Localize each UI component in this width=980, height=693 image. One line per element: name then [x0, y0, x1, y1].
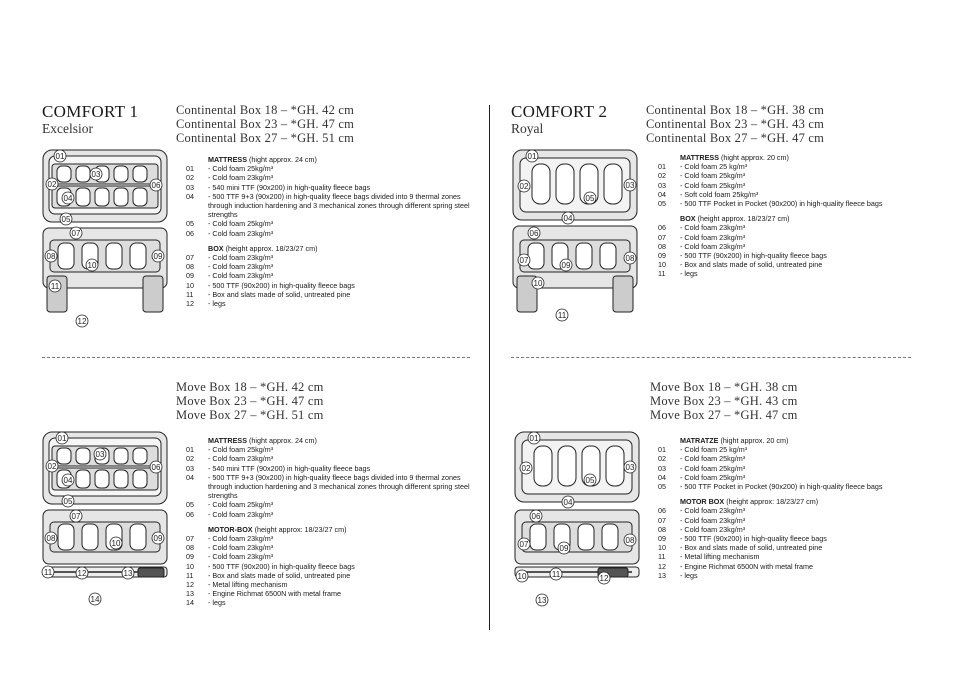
- drawing-label: 02: [521, 464, 531, 473]
- drawing-label: 12: [77, 569, 87, 578]
- drawing-label: 09: [559, 544, 569, 553]
- drawing-label: 05: [61, 215, 71, 224]
- drawing-label: 12: [77, 317, 87, 326]
- drawing-label: 04: [563, 498, 573, 507]
- spec-item: 08 - Cold foam 23kg/m³: [186, 262, 274, 272]
- comfort1-title: COMFORT 1: [42, 102, 139, 121]
- spec-item: 01 - Cold foam 25kg/m³: [186, 445, 274, 455]
- spec-item: 03 - Cold foam 25kg/m³: [658, 463, 746, 473]
- spec-item: 08 - Cold foam 23kg/m³: [186, 543, 274, 553]
- spec-item: 04 - Cold foam 25kg/m³: [658, 472, 746, 482]
- vertical-divider: [489, 105, 490, 630]
- spec-item: 13 - legs: [658, 570, 698, 580]
- comfort2-spec-list: [658, 153, 958, 279]
- comfort1-cross-section-drawing: [40, 148, 175, 333]
- comfort2-subtitle: Royal: [511, 121, 544, 136]
- drawing-label: 10: [111, 539, 121, 548]
- drawing-label: 10: [533, 279, 543, 288]
- spec-item: 07 - Cold foam 23kg/m³: [186, 534, 274, 544]
- height-line: Continental Box 27 – *GH. 51 cm: [176, 131, 355, 145]
- drawing-label: 05: [585, 476, 595, 485]
- spec-item: 12 - Engine Richmat 6500N with metal frame: [658, 561, 814, 571]
- drawing-label: 13: [123, 569, 133, 578]
- spec-item: 08 - Cold foam 23kg/m³: [658, 241, 746, 251]
- spec-item: 09 - Cold foam 23kg/m³: [186, 552, 274, 562]
- drawing-label: 11: [43, 568, 53, 577]
- mattress-header: MATTRESS (hight approx. 24 cm): [208, 436, 317, 445]
- mattress-header: MATTRESS (hight approx. 20 cm): [680, 153, 789, 162]
- drawing-label: 04: [63, 194, 73, 203]
- drawing-label: 03: [91, 170, 101, 179]
- spec-item: 03 - Cold foam 25kg/m³: [658, 180, 746, 190]
- drawing-label: 11: [50, 282, 60, 291]
- drawing-label: 09: [153, 534, 163, 543]
- drawing-label: 08: [625, 254, 635, 263]
- drawing-label: 07: [71, 229, 81, 238]
- spec-item: 11 - Metal lifting mechanism: [658, 552, 760, 562]
- drawing-label: 05: [585, 194, 595, 203]
- spec-item: 05 - Cold foam 25kg/m³: [186, 219, 274, 229]
- height-line: Move Box 23 – *GH. 47 cm: [176, 394, 324, 408]
- spec-item: 06 - Cold foam 23kg/m³: [658, 223, 746, 233]
- spec-item: 10 - 500 TTF (90x200) in high-quality fleece bags: [186, 561, 355, 571]
- spec-item: 08 - Cold foam 23kg/m³: [658, 524, 746, 534]
- spec-item: 07 - Cold foam 23kg/m³: [658, 515, 746, 525]
- drawing-label: 01: [527, 152, 537, 161]
- spec-item: 06 - Cold foam 23kg/m³: [186, 228, 274, 238]
- drawing-label: 03: [625, 181, 635, 190]
- drawing-label: 10: [517, 572, 527, 581]
- spec-item: 11 - Box and slats made of solid, untreated pine: [186, 289, 351, 299]
- box-header: BOX (height approx. 18/23/27 cm): [680, 214, 790, 224]
- height-line: Move Box 23 – *GH. 43 cm: [650, 394, 798, 408]
- spec-item: 07 - Cold foam 23kg/m³: [186, 253, 274, 263]
- spec-item: 02 - Cold foam 25kg/m³: [658, 171, 746, 181]
- drawing-label: 06: [529, 229, 539, 238]
- spec-item: 12 - legs: [186, 299, 226, 309]
- move2-spec-list: [658, 436, 958, 580]
- drawing-label: 11: [557, 311, 567, 320]
- spec-item: 02 - Cold foam 23kg/m³: [186, 173, 274, 183]
- drawing-label: 02: [47, 180, 57, 189]
- spec-item: 13 - Engine Richmat 6500N with metal frame: [186, 589, 342, 599]
- spec-item: 10 - Box and slats made of solid, untreated pine: [658, 260, 823, 270]
- spec-item: 02 - Cold foam 23kg/m³: [186, 454, 274, 464]
- comfort1-spec-list: [186, 155, 486, 308]
- spec-item: 02 - Cold foam 25kg/m³: [658, 454, 746, 464]
- spec-item: 04 - 500 TTF 9+3 (90x200) in high-quality fleece bags divided into 9 thermal zones through induction hardening and 3 mechanical zones through different spring steel strengths: [186, 472, 470, 501]
- drawing-label: 07: [519, 256, 529, 265]
- drawing-label: 08: [46, 534, 56, 543]
- spec-item: 07 - Cold foam 23kg/m³: [658, 232, 746, 242]
- spec-item: 05 - 500 TTF Pocket in Pocket (90x200) in high-quality fleece bags: [658, 199, 883, 209]
- mattress-header: MATRATZE (hight approx. 20 cm): [680, 436, 789, 445]
- drawing-label: 03: [625, 463, 635, 472]
- mattress-header: MATTRESS (hight approx. 24 cm): [208, 155, 317, 164]
- drawing-label: 06: [531, 512, 541, 521]
- spec-item: 11 - Box and slats made of solid, untreated pine: [186, 570, 351, 580]
- drawing-label: 12: [599, 574, 609, 583]
- spec-item: 04 - Soft cold foam 25kg/m³: [658, 189, 759, 199]
- move1-heights: [176, 380, 324, 422]
- spec-item: 01 - Cold foam 25 kg/m³: [658, 162, 748, 172]
- drawing-label: 14: [90, 595, 100, 604]
- spec-item: 05 - 500 TTF Pocket in Pocket (90x200) in high-quality fleece bags: [658, 482, 883, 492]
- height-line: Continental Box 23 – *GH. 43 cm: [646, 117, 825, 131]
- spec-item: 14 - legs: [186, 598, 226, 608]
- dashed-divider-left: [42, 357, 470, 358]
- move2-cross-section-drawing: [512, 430, 652, 608]
- height-line: Move Box 27 – *GH. 51 cm: [176, 408, 324, 422]
- height-line: Move Box 27 – *GH. 47 cm: [650, 408, 798, 422]
- comfort2-cross-section-drawing: [510, 148, 645, 323]
- spec-item: 05 - Cold foam 25kg/m³: [186, 500, 274, 510]
- drawing-label: 07: [71, 512, 81, 521]
- height-line: Continental Box 27 – *GH. 47 cm: [646, 131, 825, 145]
- drawing-label: 09: [153, 252, 163, 261]
- drawing-label: 07: [519, 540, 529, 549]
- height-line: Move Box 18 – *GH. 42 cm: [176, 380, 324, 394]
- drawing-label: 11: [551, 570, 561, 579]
- spec-item: 09 - 500 TTF (90x200) in high-quality fleece bags: [658, 251, 827, 261]
- dashed-divider-right: [511, 357, 911, 358]
- drawing-label: 04: [63, 476, 73, 485]
- spec-item: 03 - 540 mini TTF (90x200) in high-quality fleece bags: [186, 463, 371, 473]
- drawing-label: 06: [151, 181, 161, 190]
- spec-item: 06 - Cold foam 23kg/m³: [186, 509, 274, 519]
- drawing-label: 01: [55, 152, 65, 161]
- drawing-label: 10: [87, 261, 97, 270]
- drawing-label: 03: [95, 450, 105, 459]
- drawing-label: 04: [563, 214, 573, 223]
- comfort2-heights: [646, 103, 824, 145]
- box-header: BOX (height approx. 18/23/27 cm): [208, 243, 318, 253]
- drawing-label: 08: [625, 536, 635, 545]
- comfort1-subtitle: Excelsior: [42, 121, 93, 136]
- spec-item: 01 - Cold foam 25 kg/m³: [658, 445, 748, 455]
- height-line: Continental Box 18 – *GH. 42 cm: [176, 103, 355, 117]
- drawing-label: 02: [47, 462, 57, 471]
- drawing-label: 06: [151, 463, 161, 472]
- box-header: MOTOR-BOX (height approx: 18/23/27 cm): [208, 524, 347, 534]
- height-line: Move Box 18 – *GH. 38 cm: [650, 380, 798, 394]
- spec-item: 09 - 500 TTF (90x200) in high-quality fleece bags: [658, 534, 827, 544]
- drawing-label: 02: [519, 182, 529, 191]
- spec-item: 01 - Cold foam 25kg/m³: [186, 164, 274, 174]
- comfort2-title: COMFORT 2: [511, 102, 608, 121]
- box-header: MOTOR BOX (height approx: 18/23/27 cm): [680, 497, 819, 507]
- spec-item: 04 - 500 TTF 9+3 (90x200) in high-quality fleece bags divided into 9 thermal zones through induction hardening and 3 mechanical zones through different spring steel strengths: [186, 191, 470, 220]
- move1-spec-list: [186, 436, 476, 608]
- spec-item: 10 - 500 TTF (90x200) in high-quality fleece bags: [186, 280, 355, 290]
- drawing-label: 01: [57, 434, 67, 443]
- height-line: Continental Box 18 – *GH. 38 cm: [646, 103, 825, 117]
- spec-item: 06 - Cold foam 23kg/m³: [658, 506, 746, 516]
- move1-cross-section-drawing: [40, 430, 180, 610]
- spec-item: 09 - Cold foam 23kg/m³: [186, 271, 274, 281]
- drawing-label: 01: [529, 434, 539, 443]
- spec-item: 12 - Metal lifting mechanism: [186, 580, 288, 590]
- drawing-label: 08: [46, 252, 56, 261]
- spec-item: 11 - legs: [658, 269, 698, 279]
- height-line: Continental Box 23 – *GH. 47 cm: [176, 117, 355, 131]
- spec-item: 03 - 540 mini TTF (90x200) in high-quality fleece bags: [186, 182, 371, 192]
- comfort1-heights: [176, 103, 354, 145]
- move2-heights: [650, 380, 798, 422]
- drawing-label: 09: [561, 261, 571, 270]
- drawing-label: 13: [537, 596, 547, 605]
- spec-item: 10 - Box and slats made of solid, untreated pine: [658, 543, 823, 553]
- drawing-label: 05: [63, 497, 73, 506]
